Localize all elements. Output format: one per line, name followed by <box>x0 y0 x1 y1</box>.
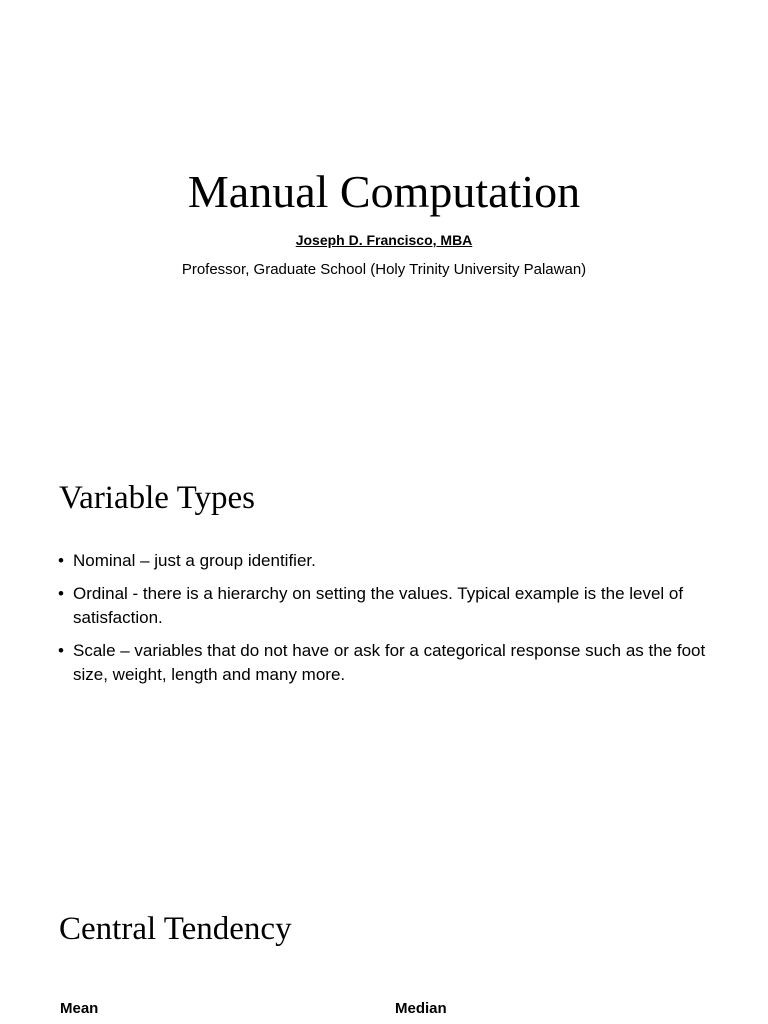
bullet-text: Ordinal - there is a hierarchy on setting the values. Typical example is the level of satisfaction. <box>73 584 684 627</box>
author-name: Joseph D. Francisco, MBA <box>295 232 473 248</box>
bullet-item-nominal <box>58 549 708 573</box>
bullet-item-ordinal <box>58 582 708 630</box>
slide-heading: Central Tendency <box>59 911 292 947</box>
bullet-item-scale <box>58 639 708 687</box>
variable-types-slide <box>0 432 768 864</box>
bullet-list <box>58 549 708 696</box>
bullet-icon: • <box>58 641 64 660</box>
presentation-title: Manual Computation <box>187 166 581 217</box>
mean-column-label: Mean <box>60 1000 99 1017</box>
median-column-label: Median <box>395 1000 447 1017</box>
bullet-text: Scale – variables that do not have or ask for a categorical response such as the foot size, weight, length and many more. <box>73 641 706 684</box>
author-affiliation: Professor, Graduate School (Holy Trinity University Palawan) <box>181 261 587 278</box>
bullet-text: Nominal – just a group identifier. <box>73 551 316 570</box>
bullet-icon: • <box>58 584 64 603</box>
title-slide <box>0 0 768 432</box>
bullet-icon: • <box>58 551 64 570</box>
slide-heading: Variable Types <box>59 480 255 516</box>
central-tendency-slide <box>0 864 768 1024</box>
